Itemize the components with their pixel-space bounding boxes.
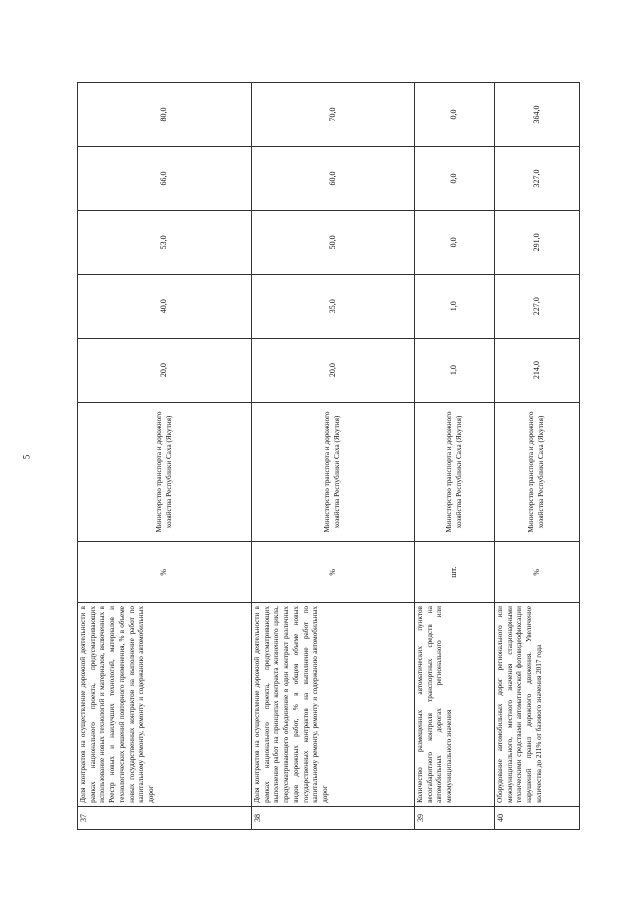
value-cell: 0,0 bbox=[415, 210, 495, 274]
value-cell: 40,0 bbox=[78, 274, 252, 338]
unit-cell: % bbox=[78, 542, 252, 603]
value-cell: 20,0 bbox=[78, 338, 252, 402]
table-row bbox=[252, 83, 415, 830]
table-row bbox=[78, 83, 252, 830]
page-number: 5 bbox=[21, 454, 32, 460]
value-cell: 364,0 bbox=[495, 83, 580, 147]
value-cell: 1,0 bbox=[415, 338, 495, 402]
indicator-name: Количество размещенных автоматических пунктов весогабаритного контроля транспортных средств на автомобильных дорогах регионального или межмуниципального значения bbox=[415, 603, 495, 807]
value-cell: 80,0 bbox=[78, 83, 252, 147]
value-cell: 35,0 bbox=[252, 274, 415, 338]
unit-cell: % bbox=[252, 542, 415, 603]
indicator-name: Оборудование автомобильных дорог регионального или межмуниципального, местного значения стационарными техническими средствами автоматической фотовидеофиксации нарушений правил дорожного движения. Увеличение количества до 211% от базового значения 2017 года bbox=[495, 603, 580, 807]
value-cell: 50,0 bbox=[252, 210, 415, 274]
unit-cell: шт. bbox=[415, 542, 495, 603]
indicator-name: Доля контрактов на осуществление дорожной деятельности в рамках национального проекта, предусматривающих использование новых технологий и материалов, включенных в Реестр новых и наилучших технологий, материалов и технологических решений повторного применения, % в объеме новых государственных контрактов на выполнение работ по капитальному ремонту, ремонту и содержанию автомобильных дорог bbox=[78, 603, 252, 807]
value-cell: 0,0 bbox=[415, 83, 495, 147]
responsible-org: Министерство транспорта и дорожного хозяйства Республики Саха (Якутия) bbox=[495, 402, 580, 542]
value-cell: 1,0 bbox=[415, 274, 495, 338]
row-number: 38 bbox=[252, 806, 415, 829]
value-cell: 53,0 bbox=[78, 210, 252, 274]
row-number: 37 bbox=[78, 806, 252, 829]
indicator-name: Доля контрактов на осуществление дорожной деятельности в рамках национального проекта, предусматривающих выполнение работ на принципах контракта жизненного цикла, предусматривающего объединение в один контракт различных видов дорожных работ, % в общем объеме новых государственных контрактов на выполнение работ по капитальному ремонту, ремонту и содержанию автомобильных дорог bbox=[252, 603, 415, 807]
value-cell: 0,0 bbox=[415, 146, 495, 210]
indicator-table bbox=[77, 82, 580, 830]
unit-cell: % bbox=[495, 542, 580, 603]
responsible-org: Министерство транспорта и дорожного хозяйства Республики Саха (Якутия) bbox=[252, 402, 415, 542]
value-cell: 66,0 bbox=[78, 146, 252, 210]
value-cell: 227,0 bbox=[495, 274, 580, 338]
responsible-org: Министерство транспорта и дорожного хозяйства Республики Саха (Якутия) bbox=[78, 402, 252, 542]
row-number: 39 bbox=[415, 806, 495, 829]
value-cell: 214,0 bbox=[495, 338, 580, 402]
responsible-org: Министерство транспорта и дорожного хозяйства Республики Саха (Якутия) bbox=[415, 402, 495, 542]
table-row bbox=[495, 83, 580, 830]
table-row bbox=[415, 83, 495, 830]
value-cell: 327,0 bbox=[495, 146, 580, 210]
value-cell: 60,0 bbox=[252, 146, 415, 210]
value-cell: 70,0 bbox=[252, 83, 415, 147]
value-cell: 291,0 bbox=[495, 210, 580, 274]
value-cell: 20,0 bbox=[252, 338, 415, 402]
row-number: 40 bbox=[495, 806, 580, 829]
